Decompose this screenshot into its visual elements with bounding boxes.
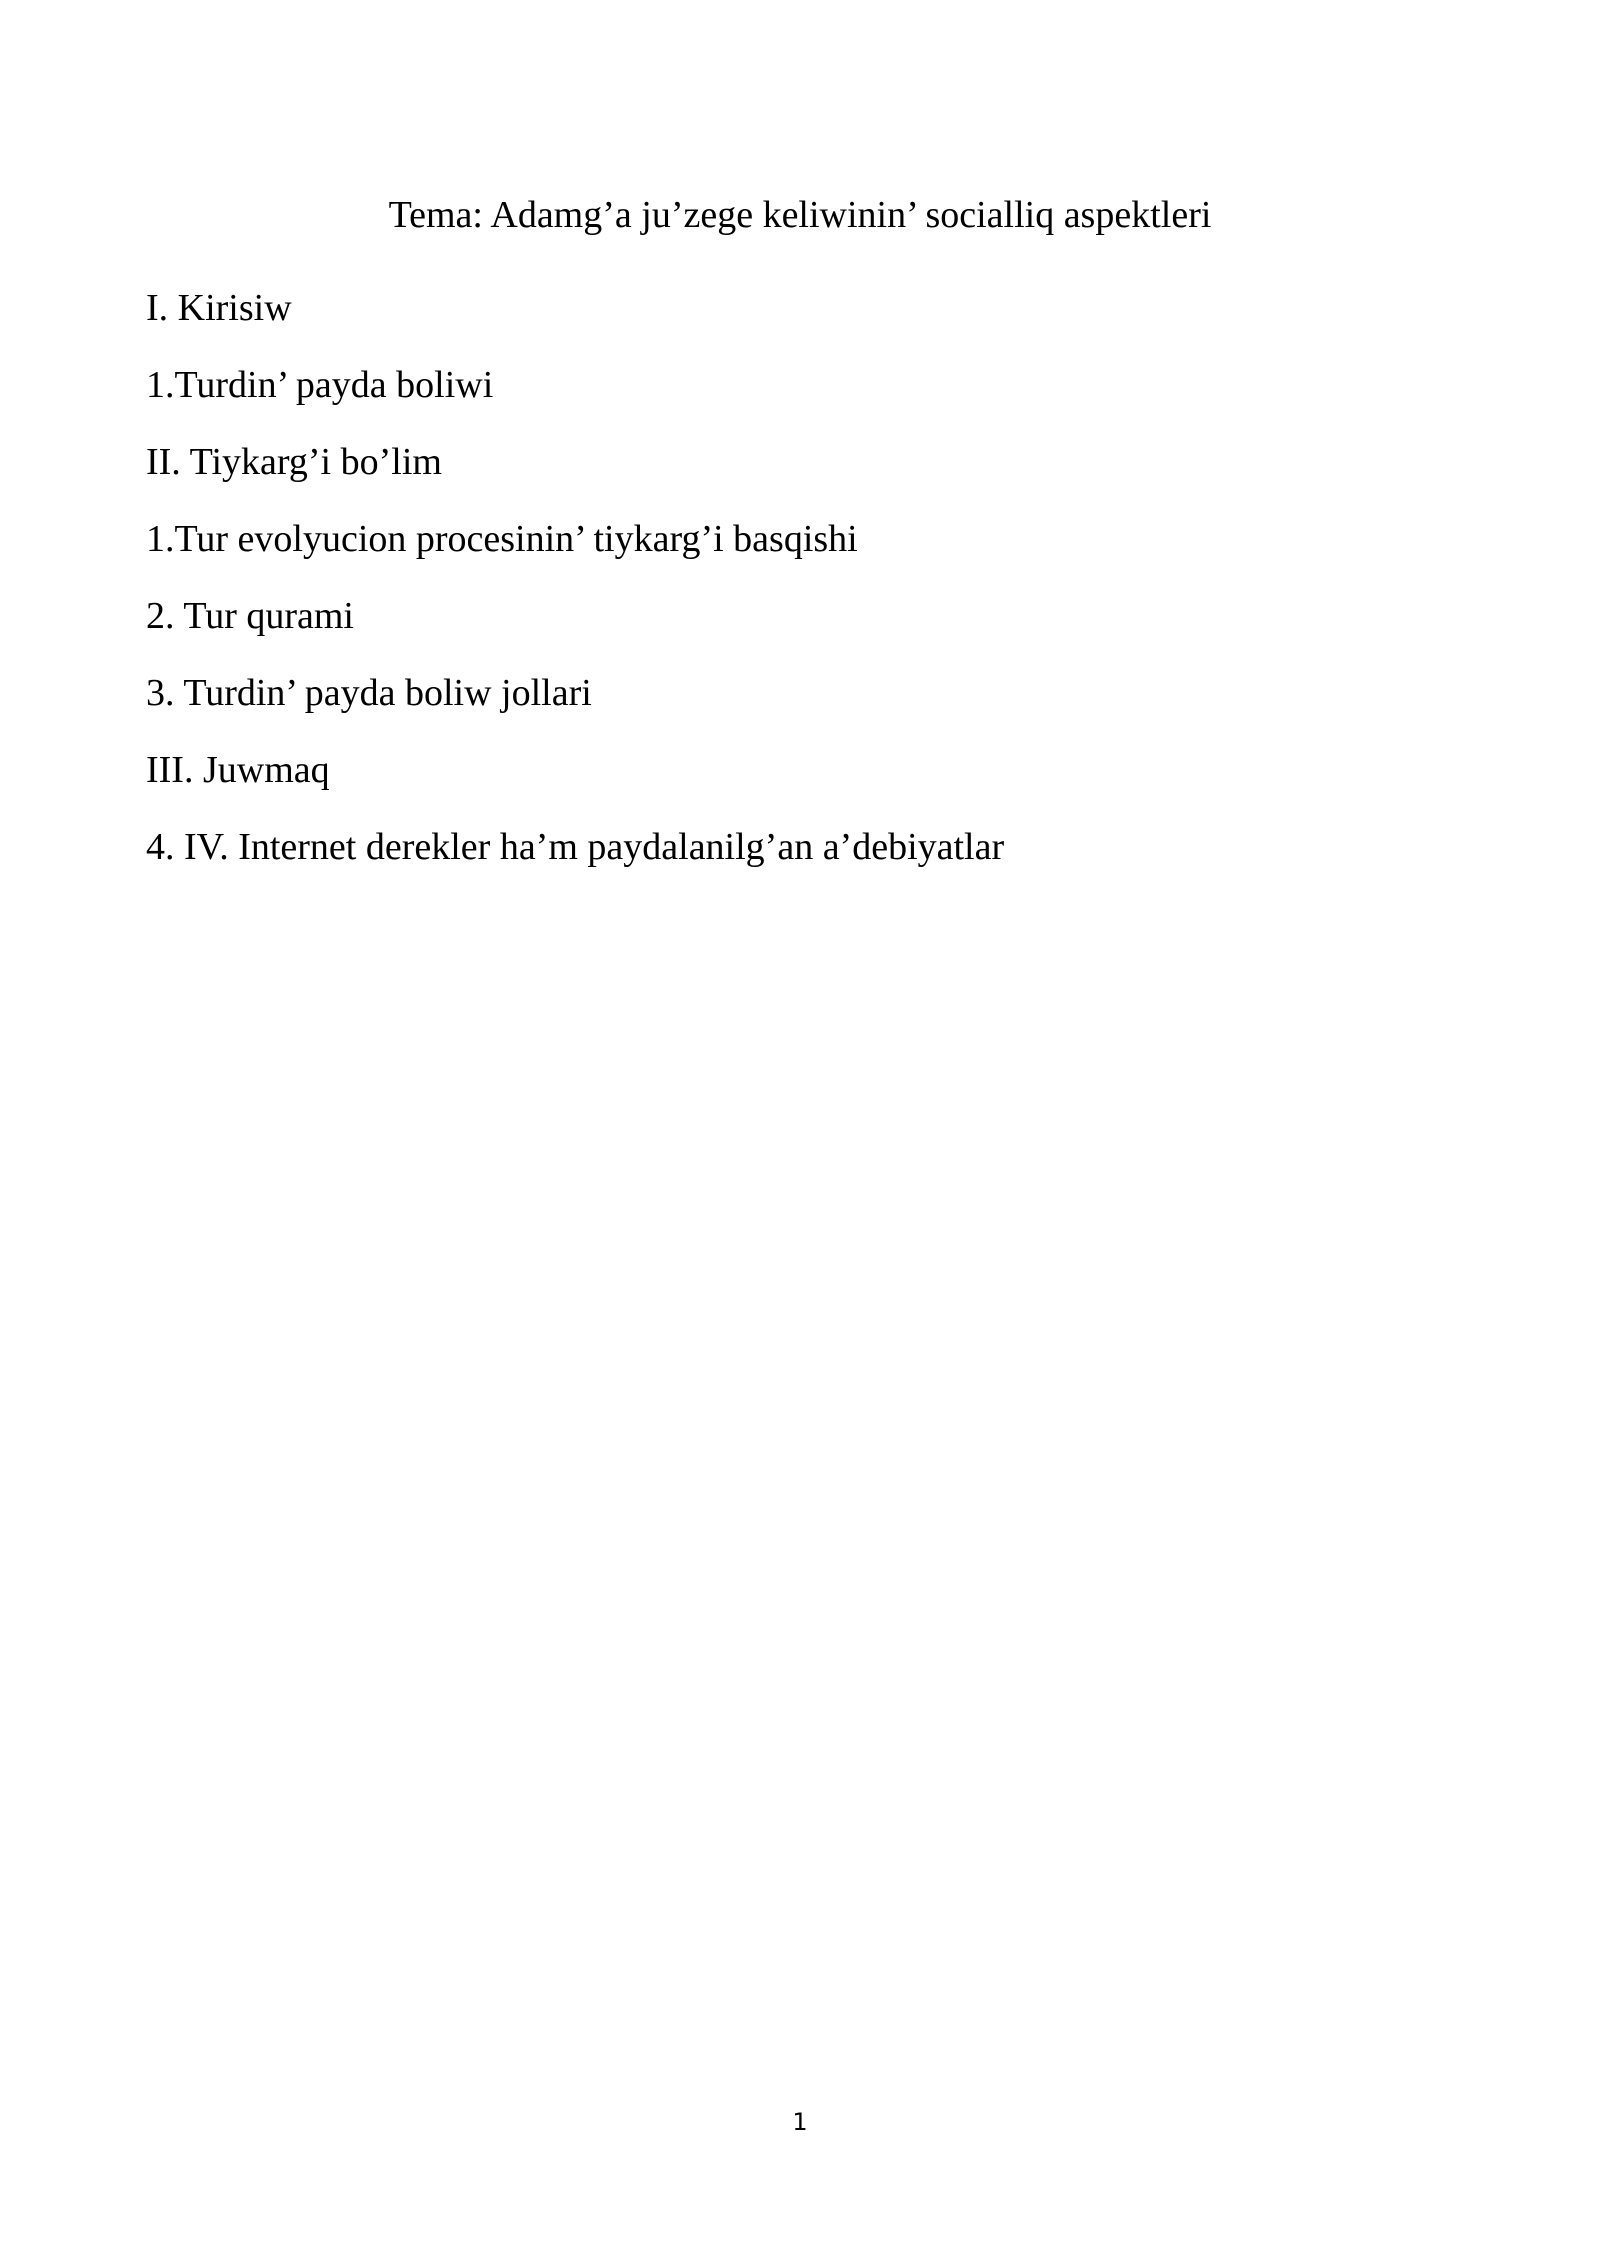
toc-item-references: 4. IV. Internet derekler ha’m paydalanilg’an a’debiyatlar [146, 826, 1005, 868]
toc-item-ways-of-speciation: 3. Turdin’ payda boliw jollari [146, 672, 592, 714]
toc-item-origin-of-species: 1.Turdin’ payda boliwi [146, 364, 494, 406]
table-of-contents [146, 283, 1004, 899]
document-title: Tema: Adamg’a ju’zege keliwinin’ socialliq aspektleri [388, 194, 1212, 236]
toc-item-conclusion: III. Juwmaq [146, 749, 330, 791]
toc-item-evolution-stage: 1.Tur evolyucion procesinin’ tiykarg’i basqishi [146, 518, 858, 560]
toc-item-main-part: II. Tiykarg’i bo’lim [146, 441, 442, 483]
toc-item-species-composition: 2. Tur qurami [146, 595, 354, 637]
page-number: 1 [792, 2108, 808, 2136]
toc-item-introduction: I. Kirisiw [146, 287, 292, 329]
